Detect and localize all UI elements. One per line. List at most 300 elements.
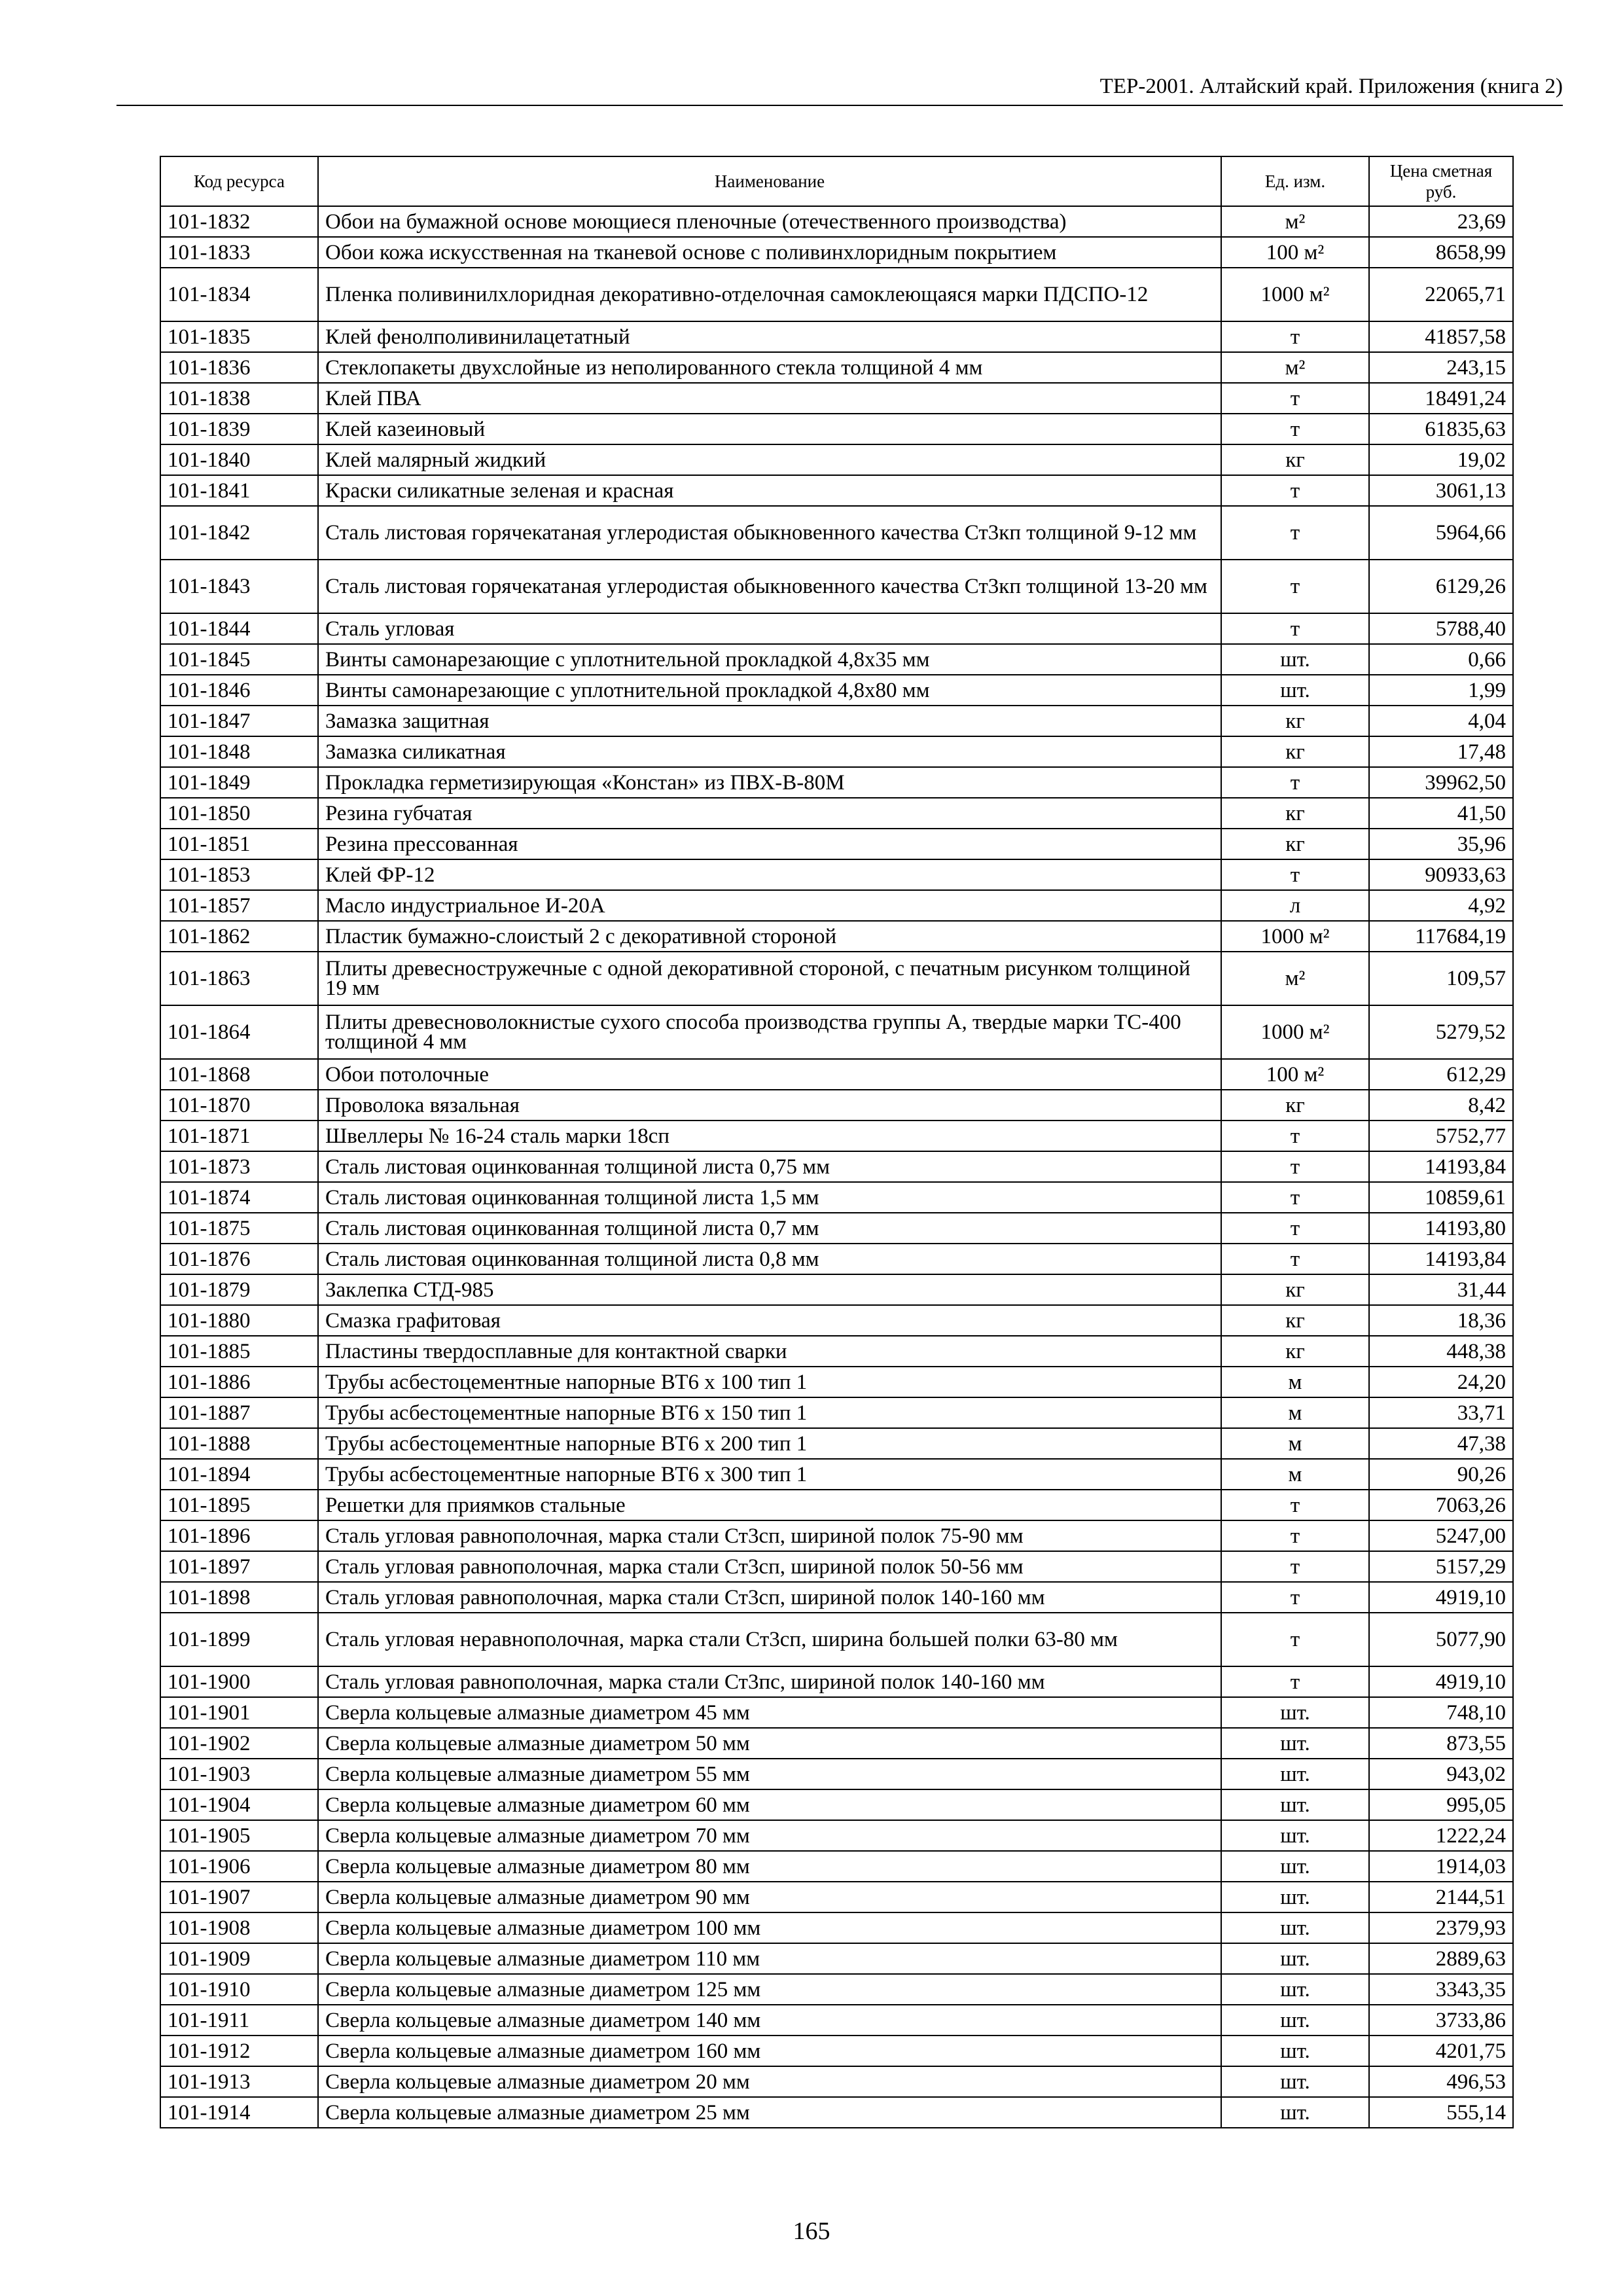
table-row	[160, 1397, 1513, 1428]
cell-price: 31,44	[1369, 1274, 1513, 1305]
cell-unit: шт.	[1221, 1728, 1369, 1759]
cell-code: 101-1835	[160, 321, 318, 352]
cell-name: Плиты древесноволокнистые сухого способа производства группы А, твердые марки ТС-400 толщиной 4 мм	[318, 1005, 1221, 1059]
cell-name: Сталь листовая оцинкованная толщиной листа 0,75 мм	[318, 1151, 1221, 1182]
cell-price: 4,04	[1369, 706, 1513, 736]
cell-name: Клей казеиновый	[318, 414, 1221, 444]
cell-unit: т	[1221, 1121, 1369, 1151]
cell-code: 101-1840	[160, 444, 318, 475]
table-row	[160, 560, 1513, 613]
cell-code: 101-1898	[160, 1582, 318, 1613]
cell-code: 101-1853	[160, 859, 318, 890]
cell-unit: т	[1221, 1213, 1369, 1244]
header-unit: Ед. изм.	[1221, 156, 1369, 206]
cell-price: 90,26	[1369, 1459, 1513, 1490]
cell-name: Трубы асбестоцементные напорные ВТ6 х 200 тип 1	[318, 1428, 1221, 1459]
cell-unit: шт.	[1221, 2066, 1369, 2097]
cell-price: 41,50	[1369, 798, 1513, 829]
cell-unit: шт.	[1221, 1851, 1369, 1882]
cell-unit: шт.	[1221, 675, 1369, 706]
cell-name: Сверла кольцевые алмазные диаметром 70 мм	[318, 1820, 1221, 1851]
header-name: Наименование	[318, 156, 1221, 206]
cell-price: 1914,03	[1369, 1851, 1513, 1882]
table-row	[160, 268, 1513, 321]
cell-code: 101-1908	[160, 1912, 318, 1943]
table-row	[160, 237, 1513, 268]
cell-name: Сверла кольцевые алмазные диаметром 90 мм	[318, 1882, 1221, 1912]
cell-code: 101-1914	[160, 2097, 318, 2128]
table-row	[160, 1005, 1513, 1059]
cell-price: 3061,13	[1369, 475, 1513, 506]
table-row	[160, 444, 1513, 475]
table-row	[160, 1274, 1513, 1305]
cell-unit: шт.	[1221, 2036, 1369, 2066]
running-header: ТЕР-2001. Алтайский край. Приложения (книга 2)	[1099, 75, 1563, 98]
cell-unit: 100 м²	[1221, 237, 1369, 268]
cell-price: 6129,26	[1369, 560, 1513, 613]
cell-unit: 1000 м²	[1221, 268, 1369, 321]
cell-name: Краски силикатные зеленая и красная	[318, 475, 1221, 506]
cell-unit: кг	[1221, 1274, 1369, 1305]
table-row	[160, 321, 1513, 352]
cell-code: 101-1868	[160, 1059, 318, 1090]
cell-unit: м²	[1221, 952, 1369, 1005]
cell-unit: шт.	[1221, 1882, 1369, 1912]
cell-name: Резина губчатая	[318, 798, 1221, 829]
cell-unit: т	[1221, 475, 1369, 506]
cell-code: 101-1842	[160, 506, 318, 560]
cell-name: Сверла кольцевые алмазные диаметром 80 мм	[318, 1851, 1221, 1882]
cell-unit: т	[1221, 1244, 1369, 1274]
cell-price: 3733,86	[1369, 2005, 1513, 2036]
cell-code: 101-1896	[160, 1520, 318, 1551]
cell-name: Сверла кольцевые алмазные диаметром 100 мм	[318, 1912, 1221, 1943]
cell-price: 3343,35	[1369, 1974, 1513, 2005]
cell-code: 101-1912	[160, 2036, 318, 2066]
cell-unit: т	[1221, 506, 1369, 560]
table-row	[160, 829, 1513, 859]
cell-name: Сталь листовая оцинкованная толщиной листа 0,7 мм	[318, 1213, 1221, 1244]
table-row	[160, 206, 1513, 237]
cell-price: 5077,90	[1369, 1613, 1513, 1666]
cell-price: 5964,66	[1369, 506, 1513, 560]
cell-unit: кг	[1221, 706, 1369, 736]
table-row	[160, 1759, 1513, 1789]
cell-name: Сверла кольцевые алмазные диаметром 160 мм	[318, 2036, 1221, 2066]
cell-price: 612,29	[1369, 1059, 1513, 1090]
cell-code: 101-1905	[160, 1820, 318, 1851]
cell-name: Обои кожа искусственная на тканевой основе с поливинхлоридным покрытием	[318, 237, 1221, 268]
cell-name: Плиты древесностружечные с одной декоративной стороной, с печатным рисунком толщиной 19 мм	[318, 952, 1221, 1005]
cell-code: 101-1850	[160, 798, 318, 829]
cell-unit: м²	[1221, 206, 1369, 237]
cell-price: 5788,40	[1369, 613, 1513, 644]
cell-price: 748,10	[1369, 1697, 1513, 1728]
table-row	[160, 1882, 1513, 1912]
table-row	[160, 2097, 1513, 2128]
cell-code: 101-1895	[160, 1490, 318, 1520]
cell-unit: т	[1221, 560, 1369, 613]
cell-name: Сверла кольцевые алмазные диаметром 125 мм	[318, 1974, 1221, 2005]
header-code: Код ресурса	[160, 156, 318, 206]
cell-price: 448,38	[1369, 1336, 1513, 1367]
cell-unit: т	[1221, 1613, 1369, 1666]
cell-price: 943,02	[1369, 1759, 1513, 1789]
cell-name: Сверла кольцевые алмазные диаметром 20 мм	[318, 2066, 1221, 2097]
cell-name: Клей ФР-12	[318, 859, 1221, 890]
cell-code: 101-1870	[160, 1090, 318, 1121]
table-row	[160, 1367, 1513, 1397]
table-row	[160, 383, 1513, 414]
cell-name: Смазка графитовая	[318, 1305, 1221, 1336]
cell-unit: шт.	[1221, 1974, 1369, 2005]
cell-price: 10859,61	[1369, 1182, 1513, 1213]
table-row	[160, 798, 1513, 829]
cell-code: 101-1894	[160, 1459, 318, 1490]
cell-name: Винты самонарезающие с уплотнительной прокладкой 4,8х80 мм	[318, 675, 1221, 706]
cell-code: 101-1904	[160, 1789, 318, 1820]
cell-name: Заклепка СТД-985	[318, 1274, 1221, 1305]
cell-name: Пластины твердосплавные для контактной сварки	[318, 1336, 1221, 1367]
cell-code: 101-1846	[160, 675, 318, 706]
cell-unit: шт.	[1221, 2097, 1369, 2128]
table-row	[160, 1582, 1513, 1613]
cell-code: 101-1841	[160, 475, 318, 506]
cell-unit: шт.	[1221, 1912, 1369, 1943]
cell-unit: 100 м²	[1221, 1059, 1369, 1090]
cell-code: 101-1849	[160, 767, 318, 798]
cell-name: Трубы асбестоцементные напорные ВТ6 х 300 тип 1	[318, 1459, 1221, 1490]
cell-unit: м	[1221, 1459, 1369, 1490]
cell-unit: кг	[1221, 798, 1369, 829]
cell-price: 5752,77	[1369, 1121, 1513, 1151]
cell-code: 101-1833	[160, 237, 318, 268]
cell-name: Сверла кольцевые алмазные диаметром 110 мм	[318, 1943, 1221, 1974]
cell-unit: м	[1221, 1367, 1369, 1397]
cell-code: 101-1899	[160, 1613, 318, 1666]
cell-code: 101-1836	[160, 352, 318, 383]
cell-code: 101-1906	[160, 1851, 318, 1882]
table-row	[160, 1666, 1513, 1697]
table-row	[160, 675, 1513, 706]
cell-name: Сталь листовая оцинкованная толщиной листа 1,5 мм	[318, 1182, 1221, 1213]
cell-name: Клей фенолполивинилацетатный	[318, 321, 1221, 352]
cell-code: 101-1873	[160, 1151, 318, 1182]
cell-name: Сверла кольцевые алмазные диаметром 50 мм	[318, 1728, 1221, 1759]
cell-unit: кг	[1221, 1336, 1369, 1367]
cell-code: 101-1875	[160, 1213, 318, 1244]
cell-price: 19,02	[1369, 444, 1513, 475]
cell-price: 5157,29	[1369, 1551, 1513, 1582]
table-row	[160, 1336, 1513, 1367]
cell-code: 101-1845	[160, 644, 318, 675]
cell-unit: м	[1221, 1428, 1369, 1459]
table-row	[160, 921, 1513, 952]
table-row	[160, 706, 1513, 736]
cell-price: 18,36	[1369, 1305, 1513, 1336]
cell-price: 117684,19	[1369, 921, 1513, 952]
header-price: Цена сметная руб.	[1369, 156, 1513, 206]
cell-name: Обои потолочные	[318, 1059, 1221, 1090]
table-row	[160, 475, 1513, 506]
table-row	[160, 506, 1513, 560]
table-row	[160, 1428, 1513, 1459]
cell-code: 101-1863	[160, 952, 318, 1005]
cell-code: 101-1880	[160, 1305, 318, 1336]
cell-price: 5247,00	[1369, 1520, 1513, 1551]
cell-price: 14193,80	[1369, 1213, 1513, 1244]
cell-unit: т	[1221, 1520, 1369, 1551]
cell-unit: шт.	[1221, 1820, 1369, 1851]
table-row	[160, 1520, 1513, 1551]
cell-name: Замазка защитная	[318, 706, 1221, 736]
cell-name: Клей малярный жидкий	[318, 444, 1221, 475]
cell-name: Сверла кольцевые алмазные диаметром 55 мм	[318, 1759, 1221, 1789]
table-row	[160, 1305, 1513, 1336]
table-row	[160, 1943, 1513, 1974]
cell-code: 101-1876	[160, 1244, 318, 1274]
table-row	[160, 1789, 1513, 1820]
table-row	[160, 1121, 1513, 1151]
cell-code: 101-1909	[160, 1943, 318, 1974]
cell-price: 41857,58	[1369, 321, 1513, 352]
table-row	[160, 644, 1513, 675]
table-row	[160, 2066, 1513, 2097]
table-row	[160, 1912, 1513, 1943]
cell-unit: т	[1221, 321, 1369, 352]
table-row	[160, 952, 1513, 1005]
table-row	[160, 1059, 1513, 1090]
cell-name: Сталь угловая равнополочная, марка стали Ст3сп, шириной полок 50-56 мм	[318, 1551, 1221, 1582]
cell-unit: т	[1221, 383, 1369, 414]
cell-name: Сталь угловая равнополочная, марка стали Ст3сп, шириной полок 140-160 мм	[318, 1582, 1221, 1613]
cell-code: 101-1913	[160, 2066, 318, 2097]
cell-unit: кг	[1221, 444, 1369, 475]
cell-unit: кг	[1221, 736, 1369, 767]
cell-code: 101-1901	[160, 1697, 318, 1728]
cell-price: 2379,93	[1369, 1912, 1513, 1943]
table-row	[160, 352, 1513, 383]
table-row	[160, 1851, 1513, 1882]
cell-unit: шт.	[1221, 644, 1369, 675]
table-row	[160, 2036, 1513, 2066]
cell-price: 14193,84	[1369, 1244, 1513, 1274]
cell-name: Сверла кольцевые алмазные диаметром 140 мм	[318, 2005, 1221, 2036]
cell-price: 5279,52	[1369, 1005, 1513, 1059]
table-row	[160, 1213, 1513, 1244]
cell-name: Пленка поливинилхлоридная декоративно-отделочная самоклеющаяся марки ПДСПО-12	[318, 268, 1221, 321]
cell-price: 47,38	[1369, 1428, 1513, 1459]
cell-code: 101-1903	[160, 1759, 318, 1789]
cell-name: Сталь угловая неравнополочная, марка стали Ст3сп, ширина большей полки 63-80 мм	[318, 1613, 1221, 1666]
cell-code: 101-1900	[160, 1666, 318, 1697]
cell-price: 22065,71	[1369, 268, 1513, 321]
cell-unit: шт.	[1221, 1759, 1369, 1789]
cell-price: 555,14	[1369, 2097, 1513, 2128]
table-row	[160, 414, 1513, 444]
table-row	[160, 1820, 1513, 1851]
cell-unit: т	[1221, 613, 1369, 644]
cell-price: 1222,24	[1369, 1820, 1513, 1851]
cell-name: Сверла кольцевые алмазные диаметром 45 мм	[318, 1697, 1221, 1728]
table-row	[160, 1974, 1513, 2005]
cell-name: Сталь угловая	[318, 613, 1221, 644]
cell-name: Решетки для приямков стальные	[318, 1490, 1221, 1520]
cell-name: Масло индустриальное И-20А	[318, 890, 1221, 921]
cell-code: 101-1879	[160, 1274, 318, 1305]
cell-code: 101-1911	[160, 2005, 318, 2036]
table-row	[160, 1182, 1513, 1213]
cell-code: 101-1843	[160, 560, 318, 613]
cell-unit: шт.	[1221, 1789, 1369, 1820]
cell-price: 18491,24	[1369, 383, 1513, 414]
table-row	[160, 1090, 1513, 1121]
cell-unit: т	[1221, 1182, 1369, 1213]
cell-price: 17,48	[1369, 736, 1513, 767]
cell-name: Сталь угловая равнополочная, марка стали Ст3сп, шириной полок 75-90 мм	[318, 1520, 1221, 1551]
cell-name: Винты самонарезающие с уплотнительной прокладкой 4,8х35 мм	[318, 644, 1221, 675]
cell-name: Прокладка герметизирующая «Констан» из ПВХ-В-80М	[318, 767, 1221, 798]
table-row	[160, 1697, 1513, 1728]
cell-name: Сталь угловая равнополочная, марка стали Ст3пс, шириной полок 140-160 мм	[318, 1666, 1221, 1697]
cell-unit: л	[1221, 890, 1369, 921]
cell-code: 101-1887	[160, 1397, 318, 1428]
cell-code: 101-1848	[160, 736, 318, 767]
cell-code: 101-1838	[160, 383, 318, 414]
table-row	[160, 1728, 1513, 1759]
table-row	[160, 767, 1513, 798]
cell-price: 243,15	[1369, 352, 1513, 383]
cell-code: 101-1888	[160, 1428, 318, 1459]
cell-code: 101-1907	[160, 1882, 318, 1912]
cell-code: 101-1834	[160, 268, 318, 321]
table-row	[160, 1613, 1513, 1666]
table-row	[160, 1490, 1513, 1520]
table-row	[160, 890, 1513, 921]
cell-name: Сверла кольцевые алмазные диаметром 25 мм	[318, 2097, 1221, 2128]
cell-unit: т	[1221, 1551, 1369, 1582]
cell-code: 101-1885	[160, 1336, 318, 1367]
cell-unit: 1000 м²	[1221, 921, 1369, 952]
table-row	[160, 736, 1513, 767]
cell-price: 24,20	[1369, 1367, 1513, 1397]
cell-name: Сталь листовая горячекатаная углеродистая обыкновенного качества Ст3кп толщиной 13-20 мм	[318, 560, 1221, 613]
table-header-row	[160, 156, 1513, 206]
cell-price: 2889,63	[1369, 1943, 1513, 1974]
cell-price: 7063,26	[1369, 1490, 1513, 1520]
table-row	[160, 1244, 1513, 1274]
cell-code: 101-1874	[160, 1182, 318, 1213]
cell-price: 8658,99	[1369, 237, 1513, 268]
cell-code: 101-1832	[160, 206, 318, 237]
cell-price: 61835,63	[1369, 414, 1513, 444]
cell-unit: т	[1221, 859, 1369, 890]
cell-price: 4201,75	[1369, 2036, 1513, 2066]
cell-code: 101-1910	[160, 1974, 318, 2005]
resource-price-table	[160, 156, 1514, 2128]
cell-price: 33,71	[1369, 1397, 1513, 1428]
cell-price: 23,69	[1369, 206, 1513, 237]
cell-unit: т	[1221, 767, 1369, 798]
cell-unit: шт.	[1221, 2005, 1369, 2036]
cell-name: Пластик бумажно-слоистый 2 с декоративной стороной	[318, 921, 1221, 952]
cell-name: Резина прессованная	[318, 829, 1221, 859]
cell-unit: т	[1221, 1582, 1369, 1613]
cell-price: 0,66	[1369, 644, 1513, 675]
cell-name: Обои на бумажной основе моющиеся пленочные (отечественного производства)	[318, 206, 1221, 237]
cell-code: 101-1857	[160, 890, 318, 921]
cell-name: Стеклопакеты двухслойные из неполированного стекла толщиной 4 мм	[318, 352, 1221, 383]
cell-code: 101-1839	[160, 414, 318, 444]
cell-unit: т	[1221, 1151, 1369, 1182]
table-row	[160, 1151, 1513, 1182]
cell-name: Швеллеры № 16-24 сталь марки 18сп	[318, 1121, 1221, 1151]
table-row	[160, 1459, 1513, 1490]
cell-name: Замазка силикатная	[318, 736, 1221, 767]
cell-price: 4919,10	[1369, 1582, 1513, 1613]
cell-unit: кг	[1221, 829, 1369, 859]
cell-unit: кг	[1221, 1305, 1369, 1336]
cell-price: 496,53	[1369, 2066, 1513, 2097]
cell-name: Клей ПВА	[318, 383, 1221, 414]
table-body	[160, 206, 1513, 2128]
cell-name: Проволока вязальная	[318, 1090, 1221, 1121]
cell-name: Сверла кольцевые алмазные диаметром 60 мм	[318, 1789, 1221, 1820]
cell-price: 90933,63	[1369, 859, 1513, 890]
cell-code: 101-1902	[160, 1728, 318, 1759]
cell-price: 35,96	[1369, 829, 1513, 859]
cell-price: 14193,84	[1369, 1151, 1513, 1182]
table-row	[160, 1551, 1513, 1582]
cell-unit: шт.	[1221, 1697, 1369, 1728]
cell-price: 873,55	[1369, 1728, 1513, 1759]
cell-code: 101-1871	[160, 1121, 318, 1151]
cell-price: 4919,10	[1369, 1666, 1513, 1697]
cell-unit: т	[1221, 1666, 1369, 1697]
cell-price: 39962,50	[1369, 767, 1513, 798]
cell-name: Сталь листовая оцинкованная толщиной листа 0,8 мм	[318, 1244, 1221, 1274]
cell-unit: м²	[1221, 352, 1369, 383]
table-row	[160, 2005, 1513, 2036]
cell-code: 101-1844	[160, 613, 318, 644]
cell-unit: кг	[1221, 1090, 1369, 1121]
cell-code: 101-1886	[160, 1367, 318, 1397]
cell-unit: м	[1221, 1397, 1369, 1428]
cell-code: 101-1847	[160, 706, 318, 736]
table-row	[160, 613, 1513, 644]
table-row	[160, 859, 1513, 890]
cell-code: 101-1864	[160, 1005, 318, 1059]
cell-name: Трубы асбестоцементные напорные ВТ6 х 100 тип 1	[318, 1367, 1221, 1397]
cell-unit: шт.	[1221, 1943, 1369, 1974]
cell-price: 1,99	[1369, 675, 1513, 706]
cell-name: Сталь листовая горячекатаная углеродистая обыкновенного качества Ст3кп толщиной 9-12 мм	[318, 506, 1221, 560]
cell-price: 4,92	[1369, 890, 1513, 921]
cell-price: 8,42	[1369, 1090, 1513, 1121]
cell-code: 101-1897	[160, 1551, 318, 1582]
page-number: 165	[793, 2217, 830, 2245]
cell-price: 109,57	[1369, 952, 1513, 1005]
cell-unit: т	[1221, 414, 1369, 444]
cell-price: 2144,51	[1369, 1882, 1513, 1912]
header-rule	[116, 105, 1563, 106]
cell-code: 101-1862	[160, 921, 318, 952]
cell-code: 101-1851	[160, 829, 318, 859]
cell-unit: т	[1221, 1490, 1369, 1520]
cell-unit: 1000 м²	[1221, 1005, 1369, 1059]
cell-name: Трубы асбестоцементные напорные ВТ6 х 150 тип 1	[318, 1397, 1221, 1428]
cell-price: 995,05	[1369, 1789, 1513, 1820]
